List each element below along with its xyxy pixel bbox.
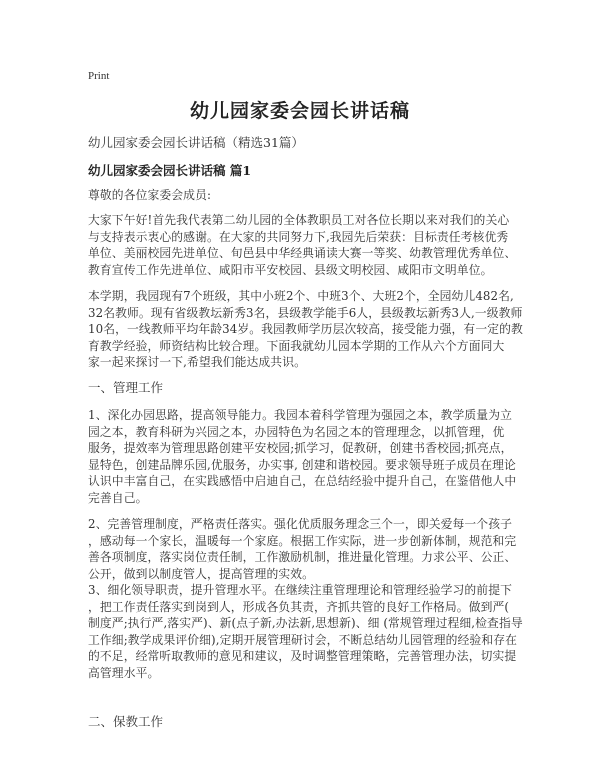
item3-paragraph: 3、细化领导职责，提升管理水平。在继续注重管理理论和管理经验学习的前提下 ，把工作责任落实到岗到人，形成各负其责，齐抓共管的良好工作格局。做到严( 制度严;执行严,落实严)、新(点子新,办法新,思想新)、细 (常规管理过程细,检查指导 工作细;教学成果评价细),定期开展管理研讨会，不断总结幼儿园管理的经验和存在 的不足，经常听取教师的意见和建议，及时调整管理策略，完善管理办法，切实提 高管理水平。: [88, 583, 523, 680]
heading-management: 一、管理工作: [88, 380, 164, 395]
intro-paragraph: 大家下午好!首先我代表第二幼儿园的全体教职员工对各位长期以来对我们的关心 与支持表示衷心的感谢。在大家的共同努力下,我园先后荣获：目标责任考核优秀 单位、美丽校园先进单位、旬邑县中华经典诵读大赛一等奖、幼教管理优秀单位、 教育宣传工作先进单位、咸阳市平安校园、县级文明校园、咸阳市文明单位。: [88, 213, 517, 277]
greeting-paragraph: 尊敬的各位家委会成员:: [88, 188, 212, 202]
print-link[interactable]: Print: [88, 70, 110, 82]
heading-care: 二、保教工作: [88, 714, 164, 729]
item1-paragraph: 1、深化办园思路，提高领导能力。我园本着科学管理为强园之本，教学质量为立 园之本，教育科研为兴园之本，办园特色为名园之本的管理理念，以抓管理，优 服务，提效率为管理思路创建平安校园;抓学习，促教研，创建书香校园;抓亮点， 显特色，创建品牌乐园,优服务，办实事, 创建和谐校园。要求领导班子成员在理论 认识中丰富自己，在实践感悟中启迪自己，在总结经验中提升自己，在鉴借他人中 完善自己。: [88, 408, 517, 505]
page-title: 幼儿园家委会园长讲话稿: [189, 100, 410, 122]
item2-paragraph: 2、完善管理制度，严格责任落实。强化优质服务理念三个一，即关爱每一个孩子 ，感动每一个家长，温暖每一个家庭。根据工作实际，进一步创新体制，规范和完 善各项制度，落实岗位责任制，工作激励机制，推进量化管理。力求公平、公正、 公开，做到以制度管人，提高管理的实效。: [88, 517, 517, 581]
overview-paragraph: 本学期，我园现有7个班级，其中小班2个、中班3个、大班2个，全园幼儿482名, 32名教师。现有省级教坛新秀3名，县级教学能手6人，县级教坛新秀3人,一级教师 10名，一线教师平均年龄34岁。我园教师学历层次较高，接受能力强，有一定的教 育教学经验，师资结构比较合理。下面我就幼儿园本学期的工作从六个方面同大 家一起来探讨一下,希望我们能达成共识。: [88, 289, 523, 369]
section-title: 幼儿园家委会园长讲话稿 篇1: [88, 163, 252, 178]
document-subtitle: 幼儿园家委会园长讲话稿（精选31篇）: [88, 135, 304, 150]
